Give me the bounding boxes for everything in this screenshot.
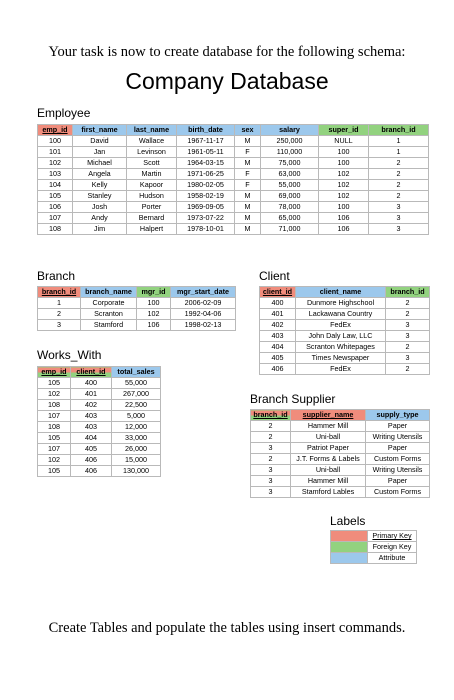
foreign-key-swatch xyxy=(331,542,368,553)
table-cell: Levinson xyxy=(127,147,177,158)
table-row xyxy=(251,443,430,454)
table-row xyxy=(38,169,429,180)
client-body xyxy=(260,298,430,375)
column-header-branch-id: branch_id xyxy=(369,125,429,136)
table-cell: 3 xyxy=(251,476,291,487)
table-cell: 102 xyxy=(38,455,71,466)
column-header-branch-name: branch_name xyxy=(81,287,137,298)
table-cell: 102 xyxy=(38,158,73,169)
table-cell: 106 xyxy=(137,320,171,331)
column-header-client-id: client_id xyxy=(260,287,296,298)
table-row xyxy=(38,180,429,191)
table-cell: M xyxy=(235,224,261,235)
table-cell: Stanley xyxy=(73,191,127,202)
table-row xyxy=(38,191,429,202)
table-row xyxy=(38,224,429,235)
employee-header xyxy=(38,125,429,136)
table-cell: 55,000 xyxy=(261,180,319,191)
table-cell: Lackawana Country xyxy=(296,309,386,320)
table-cell: 1 xyxy=(38,298,81,309)
table-cell: 2006-02-09 xyxy=(171,298,236,309)
works-with-header xyxy=(38,367,161,378)
page-title: Company Database xyxy=(125,68,329,94)
table-row xyxy=(38,136,429,147)
legend-row-attribute xyxy=(331,553,417,564)
table-row xyxy=(260,364,430,375)
table-cell: 102 xyxy=(38,389,71,400)
table-cell: M xyxy=(235,158,261,169)
table-cell: 100 xyxy=(319,202,369,213)
table-cell: Hudson xyxy=(127,191,177,202)
table-cell: Kapoor xyxy=(127,180,177,191)
table-row xyxy=(38,309,236,320)
table-cell: Dunmore Highschool xyxy=(296,298,386,309)
labels-title: Labels xyxy=(330,514,366,528)
table-row xyxy=(38,466,161,477)
table-cell: 2 xyxy=(251,432,291,443)
table-cell: 1 xyxy=(369,147,429,158)
table-cell: 402 xyxy=(71,400,112,411)
table-cell: Stamford xyxy=(81,320,137,331)
table-row xyxy=(38,455,161,466)
attribute-swatch xyxy=(331,553,368,564)
table-cell: 401 xyxy=(260,309,296,320)
table-cell: 1961-05-11 xyxy=(177,147,235,158)
table-cell: Hammer Mill xyxy=(291,476,366,487)
table-cell: 3 xyxy=(386,320,430,331)
table-cell: Custom Forms xyxy=(366,454,430,465)
employee-table xyxy=(37,124,429,235)
table-row xyxy=(38,202,429,213)
labels-legend xyxy=(330,530,417,564)
table-cell: 403 xyxy=(71,411,112,422)
column-header-first-name: first_name xyxy=(73,125,127,136)
table-row xyxy=(38,411,161,422)
table-cell: 404 xyxy=(71,433,112,444)
table-cell: 15,000 xyxy=(112,455,161,466)
table-cell: Angela xyxy=(73,169,127,180)
table-cell: 1973-07-22 xyxy=(177,213,235,224)
table-cell: Paper xyxy=(366,421,430,432)
table-cell: 401 xyxy=(71,389,112,400)
table-cell: 2 xyxy=(38,309,81,320)
table-cell: 1998-02-13 xyxy=(171,320,236,331)
table-cell: 3 xyxy=(369,224,429,235)
table-cell: Paper xyxy=(366,476,430,487)
table-cell: 100 xyxy=(137,298,171,309)
table-cell: Scranton Whitepages xyxy=(296,342,386,353)
table-cell: F xyxy=(235,169,261,180)
column-header-total-sales: total_sales xyxy=(112,367,161,378)
column-header-super-id: super_id xyxy=(319,125,369,136)
table-row xyxy=(38,389,161,400)
branch-header xyxy=(38,287,236,298)
column-header-supply-type: supply_type xyxy=(366,410,430,421)
table-cell: F xyxy=(235,180,261,191)
table-cell: 1 xyxy=(369,136,429,147)
table-cell: 402 xyxy=(260,320,296,331)
table-cell: Wallace xyxy=(127,136,177,147)
table-cell: 267,000 xyxy=(112,389,161,400)
table-cell: NULL xyxy=(319,136,369,147)
table-cell: 102 xyxy=(319,191,369,202)
table-cell: 1964-03-15 xyxy=(177,158,235,169)
legend-row-primary-key xyxy=(331,531,417,542)
works-with-table-label: Works_With xyxy=(37,348,102,362)
table-cell: 108 xyxy=(38,224,73,235)
column-header-client-id: client_id xyxy=(71,367,112,378)
header-row xyxy=(260,287,430,298)
table-cell: F xyxy=(235,147,261,158)
table-row xyxy=(38,158,429,169)
table-cell: Writing Utensils xyxy=(366,465,430,476)
table-cell: 107 xyxy=(38,411,71,422)
client-table-label: Client xyxy=(259,269,290,283)
table-row xyxy=(260,331,430,342)
table-cell: 404 xyxy=(260,342,296,353)
column-header-emp-id: emp_id xyxy=(38,125,73,136)
table-cell: 2 xyxy=(251,454,291,465)
branch-supplier-body xyxy=(251,421,430,498)
table-cell: M xyxy=(235,136,261,147)
column-header-branch-id: branch_id xyxy=(251,410,291,421)
table-cell: 55,000 xyxy=(112,378,161,389)
table-cell: M xyxy=(235,213,261,224)
table-cell: 250,000 xyxy=(261,136,319,147)
client-header xyxy=(260,287,430,298)
column-header-supplier-name: supplier_name xyxy=(291,410,366,421)
table-cell: 106 xyxy=(319,213,369,224)
table-cell: 3 xyxy=(386,331,430,342)
table-cell: J.T. Forms & Labels xyxy=(291,454,366,465)
table-cell: Martin xyxy=(127,169,177,180)
table-cell: Custom Forms xyxy=(366,487,430,498)
table-cell: Andy xyxy=(73,213,127,224)
table-cell: Scranton xyxy=(81,309,137,320)
table-cell: 105 xyxy=(38,378,71,389)
column-header-mgr-id: mgr_id xyxy=(137,287,171,298)
table-cell: 106 xyxy=(38,202,73,213)
table-cell: 110,000 xyxy=(261,147,319,158)
table-cell: 405 xyxy=(260,353,296,364)
table-cell: 26,000 xyxy=(112,444,161,455)
table-cell: Bernard xyxy=(127,213,177,224)
branch-supplier-table xyxy=(250,409,430,498)
table-cell: 130,000 xyxy=(112,466,161,477)
table-cell: FedEx xyxy=(296,364,386,375)
table-cell: 1980-02-05 xyxy=(177,180,235,191)
table-row xyxy=(251,487,430,498)
table-cell: 403 xyxy=(71,422,112,433)
table-cell: 2 xyxy=(369,158,429,169)
table-cell: Jan xyxy=(73,147,127,158)
table-cell: 102 xyxy=(319,180,369,191)
table-cell: 12,000 xyxy=(112,422,161,433)
table-row xyxy=(38,298,236,309)
table-cell: 65,000 xyxy=(261,213,319,224)
column-header-emp-id: emp_id xyxy=(38,367,71,378)
table-row xyxy=(38,378,161,389)
branch-table-label: Branch xyxy=(37,269,76,283)
table-cell: 2 xyxy=(386,309,430,320)
table-row xyxy=(38,320,236,331)
table-cell: 105 xyxy=(38,191,73,202)
table-cell: 33,000 xyxy=(112,433,161,444)
table-cell: 101 xyxy=(38,147,73,158)
column-header-salary: salary xyxy=(261,125,319,136)
table-cell: 100 xyxy=(38,136,73,147)
table-row xyxy=(251,465,430,476)
table-cell: 75,000 xyxy=(261,158,319,169)
table-row xyxy=(260,353,430,364)
table-cell: Scott xyxy=(127,158,177,169)
table-cell: 63,000 xyxy=(261,169,319,180)
table-cell: 104 xyxy=(38,180,73,191)
table-row xyxy=(260,298,430,309)
table-cell: Uni-ball xyxy=(291,465,366,476)
employee-body xyxy=(38,136,429,235)
table-cell: Kelly xyxy=(73,180,127,191)
foreign-key-label: Foreign Key xyxy=(368,542,417,553)
table-cell: 2 xyxy=(369,169,429,180)
table-cell: Hammer Mill xyxy=(291,421,366,432)
table-row xyxy=(38,213,429,224)
table-cell: Writing Utensils xyxy=(366,432,430,443)
table-cell: 107 xyxy=(38,213,73,224)
table-cell: 69,000 xyxy=(261,191,319,202)
table-cell: 2 xyxy=(369,191,429,202)
table-cell: 5,000 xyxy=(112,411,161,422)
table-cell: M xyxy=(235,202,261,213)
primary-key-label: Primary Key xyxy=(368,531,417,542)
table-cell: 108 xyxy=(38,400,71,411)
table-cell: Paper xyxy=(366,443,430,454)
table-cell: Jim xyxy=(73,224,127,235)
table-cell: John Daly Law, LLC xyxy=(296,331,386,342)
column-header-branch-id: branch_id xyxy=(386,287,430,298)
table-cell: 3 xyxy=(369,202,429,213)
works-with-body xyxy=(38,378,161,477)
table-cell: Corporate xyxy=(81,298,137,309)
table-cell: 22,500 xyxy=(112,400,161,411)
table-cell: 71,000 xyxy=(261,224,319,235)
table-cell: 102 xyxy=(137,309,171,320)
table-cell: 3 xyxy=(386,353,430,364)
table-cell: 108 xyxy=(38,422,71,433)
table-cell: 3 xyxy=(369,213,429,224)
attribute-label: Attribute xyxy=(368,553,417,564)
table-cell: 1958-02-19 xyxy=(177,191,235,202)
table-row xyxy=(38,400,161,411)
table-cell: David xyxy=(73,136,127,147)
table-row xyxy=(38,433,161,444)
table-cell: Stamford Lables xyxy=(291,487,366,498)
table-row xyxy=(260,309,430,320)
table-cell: Porter xyxy=(127,202,177,213)
table-cell: 406 xyxy=(260,364,296,375)
column-header-birth-date: birth_date xyxy=(177,125,235,136)
legend-row-foreign-key xyxy=(331,542,417,553)
column-header-client-name: client_name xyxy=(296,287,386,298)
table-cell: 1969-09-05 xyxy=(177,202,235,213)
works-with-table xyxy=(37,366,161,477)
table-cell: 3 xyxy=(251,487,291,498)
table-row xyxy=(38,422,161,433)
table-cell: 400 xyxy=(260,298,296,309)
table-cell: Uni-ball xyxy=(291,432,366,443)
header-row xyxy=(38,125,429,136)
table-cell: 1978-10-01 xyxy=(177,224,235,235)
header-row xyxy=(38,287,236,298)
table-cell: 100 xyxy=(319,158,369,169)
footer-text: Create Tables and populate the tables using insert commands. xyxy=(48,620,406,636)
table-row xyxy=(260,320,430,331)
table-cell: 102 xyxy=(319,169,369,180)
table-cell: 403 xyxy=(260,331,296,342)
branch-supplier-header xyxy=(251,410,430,421)
table-cell: 406 xyxy=(71,466,112,477)
table-row xyxy=(251,421,430,432)
table-row xyxy=(38,444,161,455)
branch-body xyxy=(38,298,236,331)
table-row xyxy=(251,454,430,465)
table-cell: FedEx xyxy=(296,320,386,331)
table-cell: 106 xyxy=(319,224,369,235)
header-row xyxy=(38,367,161,378)
table-cell: 400 xyxy=(71,378,112,389)
table-row xyxy=(251,432,430,443)
table-row xyxy=(251,476,430,487)
table-cell: 3 xyxy=(251,465,291,476)
table-cell: 1967-11-17 xyxy=(177,136,235,147)
column-header-last-name: last_name xyxy=(127,125,177,136)
table-cell: Halpert xyxy=(127,224,177,235)
table-cell: 1992-04-06 xyxy=(171,309,236,320)
column-header-sex: sex xyxy=(235,125,261,136)
table-row xyxy=(38,147,429,158)
table-cell: 105 xyxy=(38,466,71,477)
table-cell: 1971-06-25 xyxy=(177,169,235,180)
table-cell: 100 xyxy=(319,147,369,158)
table-cell: Times Newspaper xyxy=(296,353,386,364)
table-cell: 2 xyxy=(369,180,429,191)
table-cell: 2 xyxy=(386,364,430,375)
table-cell: 2 xyxy=(386,298,430,309)
column-header-mgr-start-date: mgr_start_date xyxy=(171,287,236,298)
table-cell: M xyxy=(235,191,261,202)
branch-table xyxy=(37,286,236,331)
table-cell: Josh xyxy=(73,202,127,213)
table-cell: 107 xyxy=(38,444,71,455)
table-cell: Patriot Paper xyxy=(291,443,366,454)
employee-table-label: Employee xyxy=(37,106,91,120)
table-cell: 2 xyxy=(251,421,291,432)
table-cell: 105 xyxy=(38,433,71,444)
table-cell: 103 xyxy=(38,169,73,180)
table-row xyxy=(260,342,430,353)
branch-supplier-table-label: Branch Supplier xyxy=(250,392,336,406)
intro-text: Your task is now to create database for the following schema: xyxy=(48,44,406,60)
header-row xyxy=(251,410,430,421)
table-cell: 405 xyxy=(71,444,112,455)
table-cell: Michael xyxy=(73,158,127,169)
table-cell: 3 xyxy=(38,320,81,331)
primary-key-swatch xyxy=(331,531,368,542)
table-cell: 78,000 xyxy=(261,202,319,213)
table-cell: 3 xyxy=(251,443,291,454)
table-cell: 2 xyxy=(386,342,430,353)
table-cell: 406 xyxy=(71,455,112,466)
client-table xyxy=(259,286,430,375)
column-header-branch-id: branch_id xyxy=(38,287,81,298)
